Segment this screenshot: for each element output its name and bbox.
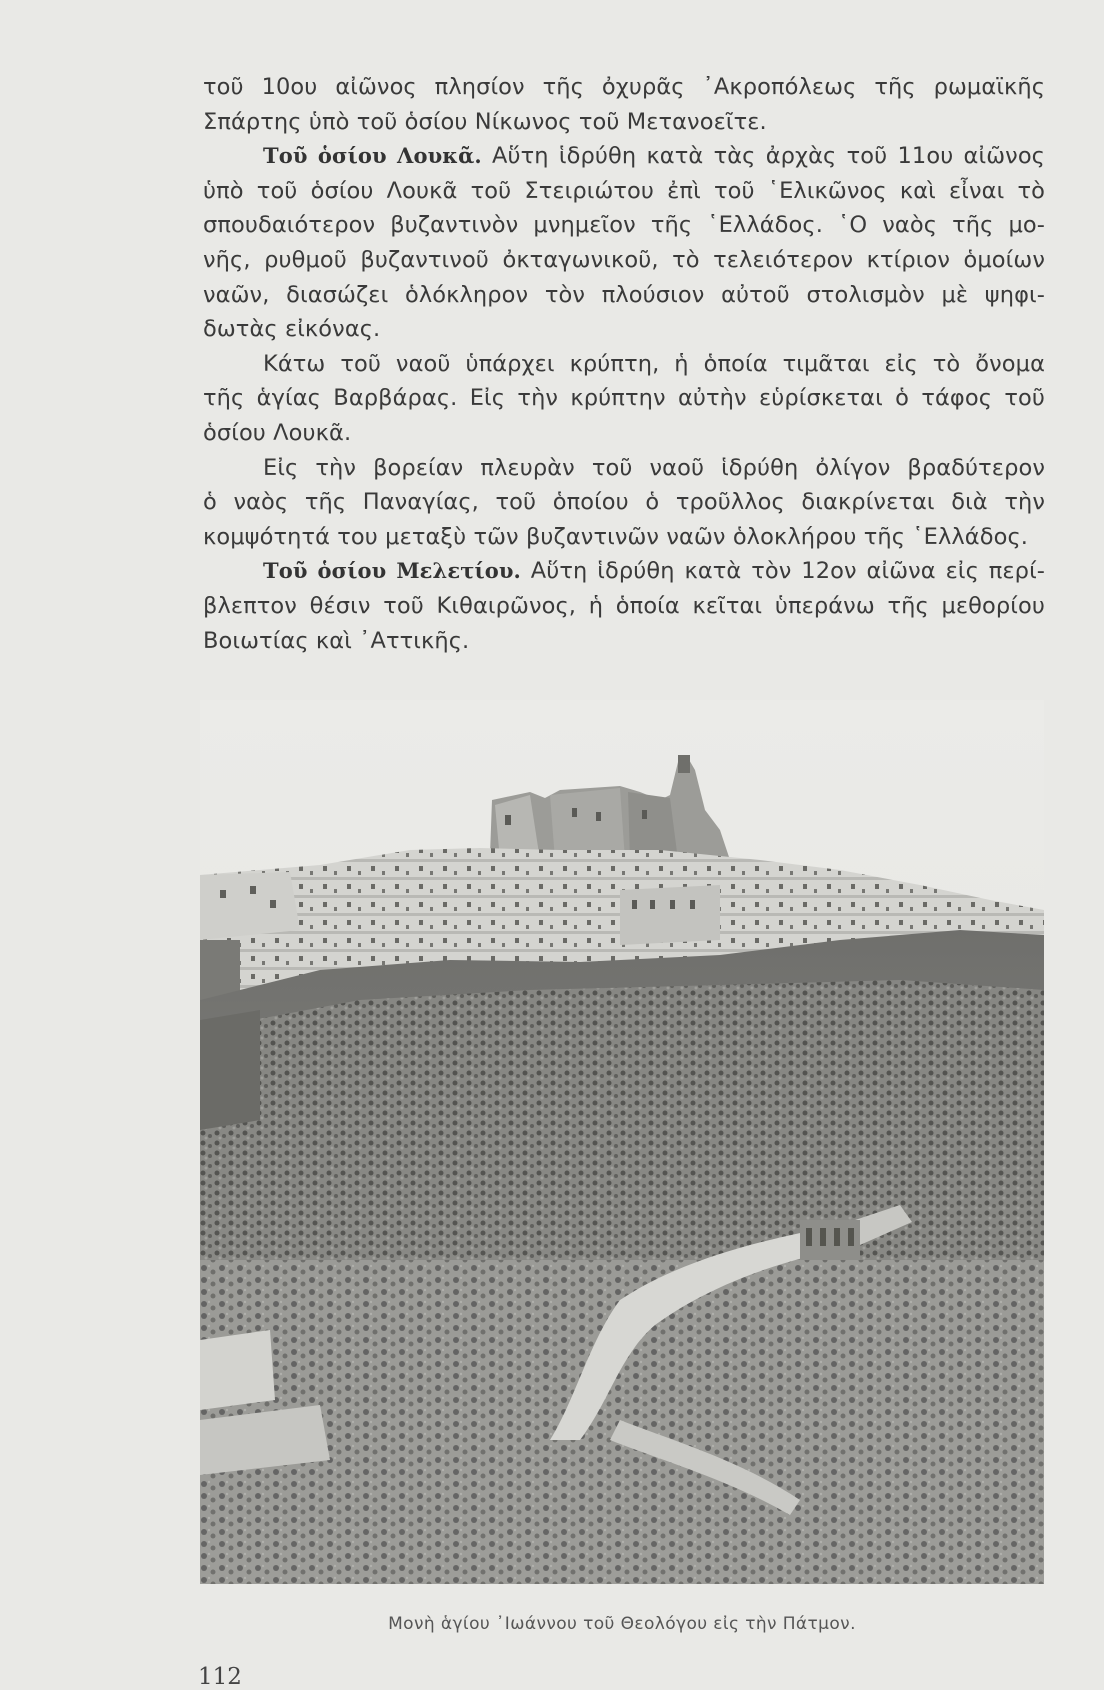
text-line: Σπάρτης ὑπὸ τοῦ ὁσίου Νίκωνος τοῦ Μετανοεῖτε. [203,108,767,135]
text-line: νῆς, ρυθμοῦ βυζαντινοῦ ὀκταγωνικοῦ, τὸ τελειότερον κτίριον ὁμοίων [203,246,1045,273]
paragraph-first-line [203,139,1045,174]
photo-illustration [200,700,1044,1584]
text-line: Κάτω τοῦ ναοῦ ὑπάρχει κρύπτη, ἡ ὁποία τιμᾶται εἰς τὸ ὄνομα [263,350,1045,377]
text-line: Εἰς τὴν βορείαν πλευρὰν τοῦ ναοῦ ἱδρύθη ὀλίγον βραδύτερον [263,454,1045,481]
page-number: 112 [198,1664,242,1690]
text-line: σπουδαιότερον βυζαντινὸν μνημεῖον τῆς ῾Ελλάδος. ῾Ο ναὸς τῆς μο- [203,212,1045,239]
body-text [203,70,1045,658]
section-heading-meletios: Τοῦ ὁσίου Μελετίου. [263,558,521,584]
text-line: ὁσίου Λουκᾶ. [203,419,352,446]
text-line: δωτὰς εἰκόνας. [203,316,381,343]
monastery-photo [200,700,1044,1584]
text-line: βλεπτον θέσιν τοῦ Κιθαιρῶνος, ἡ ὁποία κεῖται ὑπεράνω τῆς μεθορίου [203,592,1045,619]
text-line: ναῶν, διασώζει ὁλόκληρον τὸν πλούσιον αὐτοῦ στολισμὸν μὲ ψηφι- [203,281,1045,308]
text-line: ὁ ναὸς τῆς Παναγίας, τοῦ ὁποίου ὁ τροῦλλος διακρίνεται διὰ τὴν [203,489,1045,516]
text-line: ὑπὸ τοῦ ὁσίου Λουκᾶ τοῦ Στειριώτου ἐπὶ τοῦ ῾Ελικῶνος καὶ εἶναι τὸ [203,177,1045,204]
text-line: τῆς ἁγίας Βαρβάρας. Εἰς τὴν κρύπτην αὐτὴν εὑρίσκεται ὁ τάφος τοῦ [203,385,1045,412]
paragraph-first-line [203,554,1045,589]
section-heading-loukas: Τοῦ ὁσίου Λουκᾶ. [263,143,482,169]
photo-caption: Μονὴ ἁγίου ᾿Ιωάννου τοῦ Θεολόγου εἰς τὴν Πάτμον. [388,1614,856,1634]
text-line: τοῦ 10ου αἰῶνος πλησίον τῆς ὀχυρᾶς ᾿Ακροπόλεως τῆς ρωμαϊκῆς [203,74,1045,100]
text-fragment: Αὕτη ἱδρύθη κατὰ τὸν 12ον αἰῶνα εἰς περί- [520,558,1046,585]
text-line: Βοιωτίας καὶ ᾿Αττικῆς. [203,627,470,654]
text-fragment: Αὕτη ἱδρύθη κατὰ τὰς ἀρχὰς τοῦ 11ου αἰῶνος [481,143,1045,170]
text-line: κομψότητά του μεταξὺ τῶν βυζαντινῶν ναῶν ὁλοκλήρου τῆς ῾Ελλάδος. [203,523,1029,550]
